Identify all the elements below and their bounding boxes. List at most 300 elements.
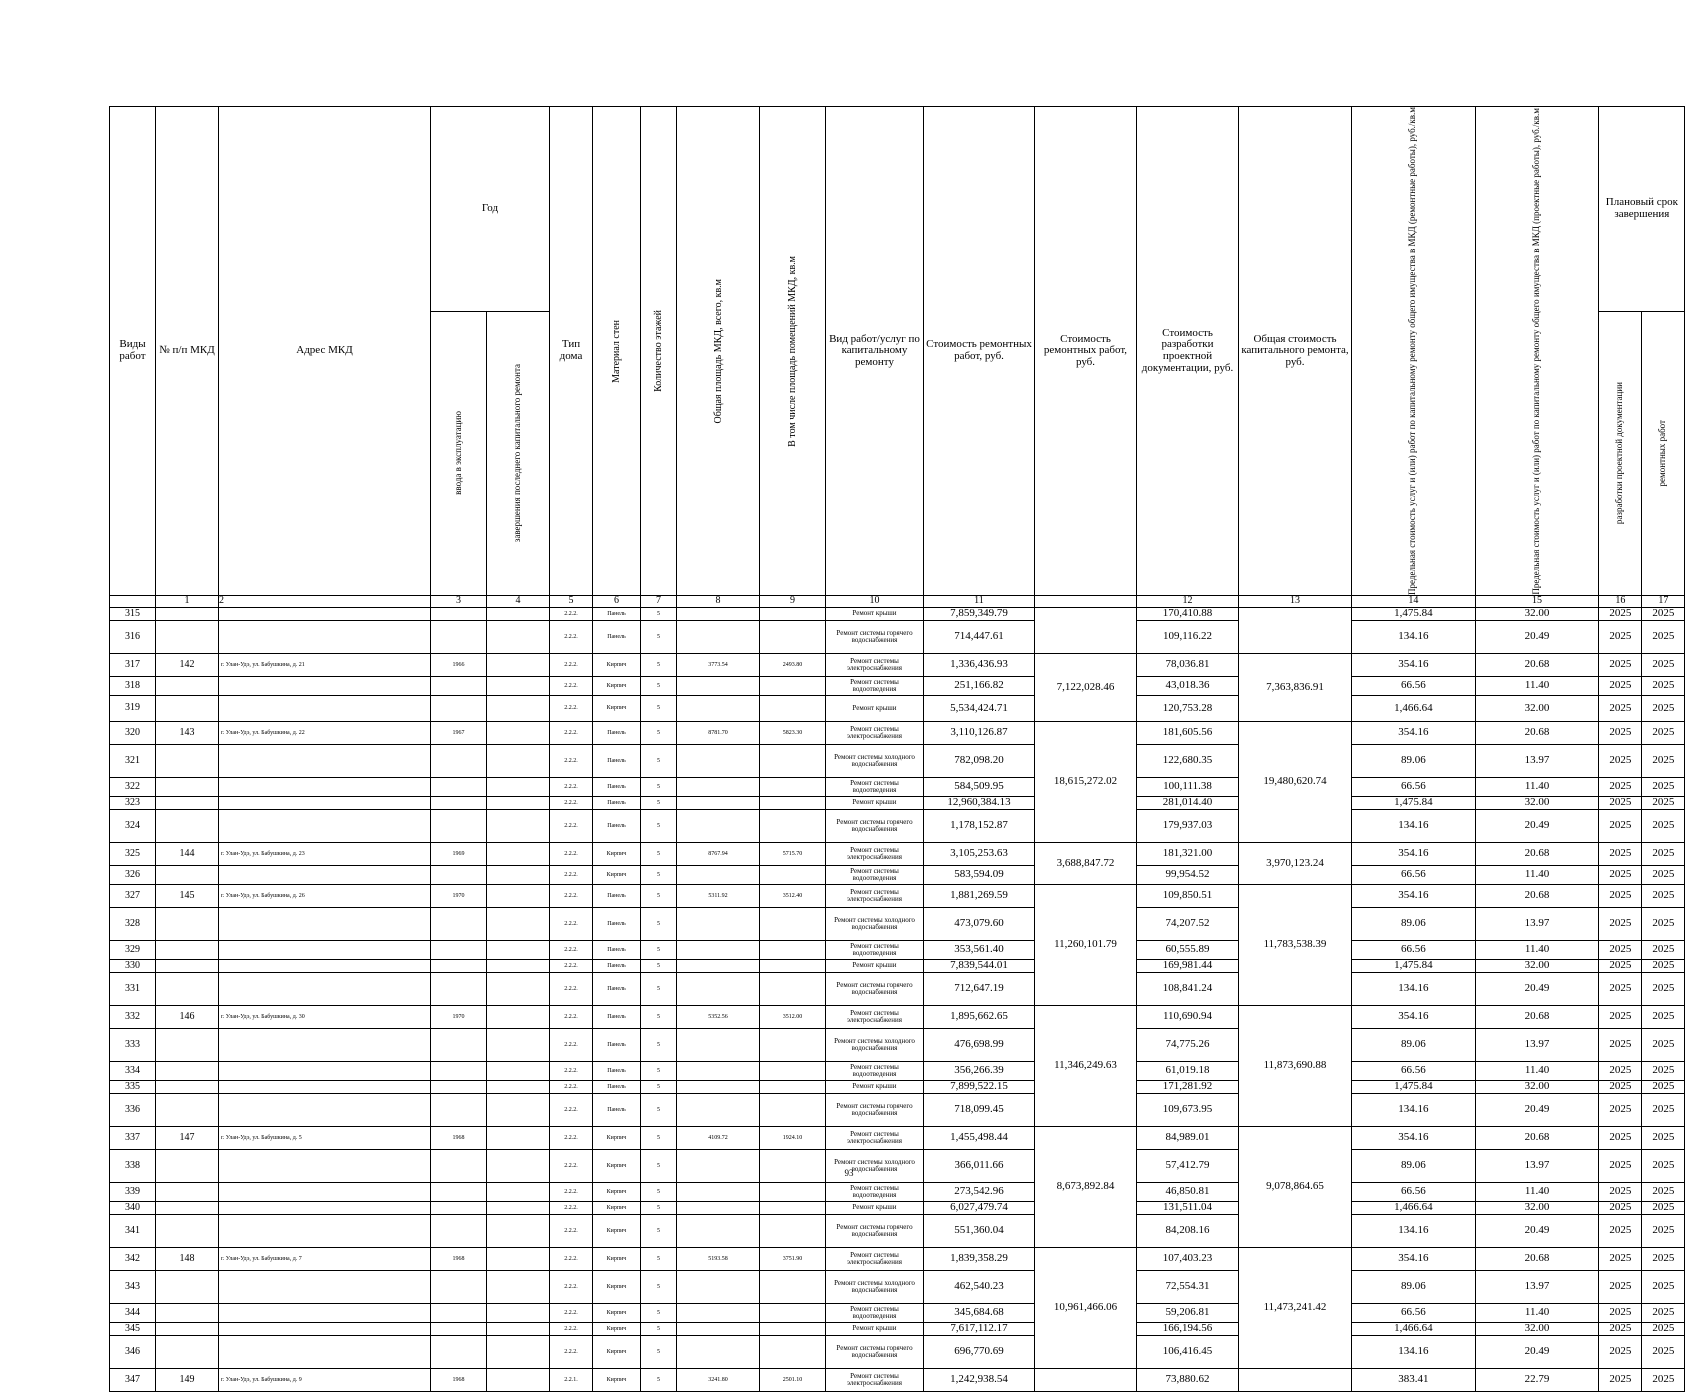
cell-design-cost: 84,989.01: [1137, 1126, 1239, 1149]
cell-design-cost: 60,555.89: [1137, 940, 1239, 959]
cell-premises-area: [760, 796, 826, 809]
cell-work-kind: 335: [110, 1080, 156, 1093]
cell-mkd-number: [156, 1093, 219, 1126]
cell-limit-repair: 1,475.84: [1352, 607, 1476, 620]
cell-term-repair: 2025: [1642, 907, 1685, 940]
cell-limit-design: 20.49: [1475, 809, 1599, 842]
cell-floors: 5: [641, 721, 677, 744]
cell-term-design: 2025: [1599, 620, 1642, 653]
cell-design-cost: 120,753.28: [1137, 695, 1239, 721]
cell-total-area: [677, 676, 760, 695]
cell-work-kind: 333: [110, 1028, 156, 1061]
cell-premises-area: 5715.70: [760, 842, 826, 865]
page-number: 93: [844, 1168, 854, 1178]
cell-limit-design: 13.97: [1475, 1149, 1599, 1182]
cell-limit-repair: 1,466.64: [1352, 1201, 1476, 1214]
cell-address: [219, 1093, 431, 1126]
cell-floors: 5: [641, 607, 677, 620]
column-number: 3: [431, 595, 487, 607]
cell-address: г. Улан-Удэ, ул. Бабушкина, д. 9: [219, 1368, 431, 1391]
cell-limit-design: 13.97: [1475, 1028, 1599, 1061]
cell-repair-cost-sum: [1035, 607, 1137, 653]
cell-term-repair: 2025: [1642, 676, 1685, 695]
cell-design-cost: 281,014.40: [1137, 796, 1239, 809]
cell-term-design: 2025: [1599, 907, 1642, 940]
cell-limit-repair: 89.06: [1352, 1149, 1476, 1182]
cell-limit-repair: 134.16: [1352, 1335, 1476, 1368]
cell-repair-cost: 3,110,126.87: [924, 721, 1035, 744]
cell-term-repair: 2025: [1642, 695, 1685, 721]
cell-limit-repair: 1,475.84: [1352, 1080, 1476, 1093]
cell-limit-repair: 1,475.84: [1352, 796, 1476, 809]
cell-repair-cost: 1,455,498.44: [924, 1126, 1035, 1149]
cell-total-area: [677, 907, 760, 940]
cell-work-type: Ремонт крыши: [826, 1322, 924, 1335]
header-work-type: Вид работ/услуг по капитальному ремонту: [826, 107, 924, 596]
column-number: 8: [677, 595, 760, 607]
cell-limit-design: 20.68: [1475, 1005, 1599, 1028]
cell-term-repair: 2025: [1642, 653, 1685, 676]
cell-limit-repair: 354.16: [1352, 653, 1476, 676]
cell-mkd-number: [156, 972, 219, 1005]
cell-house-type: 2.2.2.: [550, 940, 593, 959]
cell-wall-material: Кирпич: [593, 1247, 641, 1270]
cell-work-kind: 322: [110, 777, 156, 796]
cell-year-commission: [431, 1201, 487, 1214]
cell-year-last-repair: [487, 653, 550, 676]
cell-design-cost: 61,019.18: [1137, 1061, 1239, 1080]
cell-house-type: 2.2.2.: [550, 1335, 593, 1368]
cell-work-kind: 341: [110, 1214, 156, 1247]
column-number: 10: [826, 595, 924, 607]
header-total-cost: Общая стоимость капитального ремонта, руб.: [1239, 107, 1352, 596]
header-year-commission: ввода в эксплуатацию: [431, 311, 487, 595]
cell-year-last-repair: [487, 695, 550, 721]
cell-term-repair: 2025: [1642, 1214, 1685, 1247]
cell-limit-repair: 134.16: [1352, 809, 1476, 842]
cell-mkd-number: [156, 940, 219, 959]
cell-year-commission: [431, 940, 487, 959]
table-row: [110, 676, 1685, 695]
cell-work-type: Ремонт системы электроснабжения: [826, 842, 924, 865]
cell-floors: 5: [641, 796, 677, 809]
cell-wall-material: Панель: [593, 1093, 641, 1126]
cell-total-area: [677, 1322, 760, 1335]
cell-year-commission: [431, 1093, 487, 1126]
cell-term-design: 2025: [1599, 1149, 1642, 1182]
cell-mkd-number: 147: [156, 1126, 219, 1149]
cell-work-kind: 332: [110, 1005, 156, 1028]
cell-work-type: Ремонт крыши: [826, 1201, 924, 1214]
cell-floors: 5: [641, 809, 677, 842]
cell-work-kind: 318: [110, 676, 156, 695]
cell-work-type: Ремонт системы холодного водоснабжения: [826, 907, 924, 940]
cell-design-cost: 110,690.94: [1137, 1005, 1239, 1028]
cell-address: [219, 1080, 431, 1093]
cell-limit-design: 20.68: [1475, 884, 1599, 907]
cell-address: г. Улан-Удэ, ул. Бабушкина, д. 7: [219, 1247, 431, 1270]
cell-work-kind: 320: [110, 721, 156, 744]
cell-total-area: 3241.80: [677, 1368, 760, 1391]
cell-term-repair: 2025: [1642, 809, 1685, 842]
cell-term-repair: 2025: [1642, 884, 1685, 907]
cell-total-area: 8781.70: [677, 721, 760, 744]
cell-work-type: Ремонт системы горячего водоснабжения: [826, 972, 924, 1005]
cell-total-area: [677, 1303, 760, 1322]
cell-design-cost: 108,841.24: [1137, 972, 1239, 1005]
table-row: [110, 1080, 1685, 1093]
cell-term-design: 2025: [1599, 695, 1642, 721]
cell-design-cost: 171,281.92: [1137, 1080, 1239, 1093]
cell-term-design: 2025: [1599, 1303, 1642, 1322]
cell-term-design: 2025: [1599, 1028, 1642, 1061]
cell-premises-area: [760, 940, 826, 959]
cell-wall-material: Кирпич: [593, 1126, 641, 1149]
cell-term-design: 2025: [1599, 809, 1642, 842]
cell-total-area: [677, 1028, 760, 1061]
cell-wall-material: Панель: [593, 1005, 641, 1028]
table-row: [110, 1214, 1685, 1247]
cell-mkd-number: [156, 1303, 219, 1322]
cell-design-cost: 74,207.52: [1137, 907, 1239, 940]
cell-work-kind: 339: [110, 1182, 156, 1201]
cell-wall-material: Панель: [593, 972, 641, 1005]
cell-address: [219, 777, 431, 796]
cell-repair-cost: 473,079.60: [924, 907, 1035, 940]
cell-term-design: 2025: [1599, 1335, 1642, 1368]
column-number: 1: [156, 595, 219, 607]
cell-wall-material: Кирпич: [593, 865, 641, 884]
cell-term-design: 2025: [1599, 1126, 1642, 1149]
cell-repair-cost: 584,509.95: [924, 777, 1035, 796]
table-row: [110, 1303, 1685, 1322]
cell-limit-design: 20.68: [1475, 1247, 1599, 1270]
cell-premises-area: 3512.00: [760, 1005, 826, 1028]
cell-total-area: 8767.94: [677, 842, 760, 865]
cell-floors: 5: [641, 1270, 677, 1303]
cell-floors: 5: [641, 1005, 677, 1028]
cell-year-commission: 1968: [431, 1247, 487, 1270]
cell-term-design: 2025: [1599, 884, 1642, 907]
cell-term-repair: 2025: [1642, 1335, 1685, 1368]
cell-term-repair: 2025: [1642, 744, 1685, 777]
cell-year-last-repair: [487, 1080, 550, 1093]
cell-limit-repair: 66.56: [1352, 1182, 1476, 1201]
cell-wall-material: Кирпич: [593, 1270, 641, 1303]
cell-repair-cost: 366,011.66: [924, 1149, 1035, 1182]
cell-limit-repair: 66.56: [1352, 940, 1476, 959]
cell-total-cost-sum: 7,363,836.91: [1239, 653, 1352, 721]
cell-premises-area: [760, 1270, 826, 1303]
cell-limit-repair: 354.16: [1352, 721, 1476, 744]
cell-house-type: 2.2.2.: [550, 744, 593, 777]
cell-work-kind: 331: [110, 972, 156, 1005]
cell-year-commission: 1970: [431, 884, 487, 907]
cell-limit-design: 20.49: [1475, 972, 1599, 1005]
cell-premises-area: [760, 676, 826, 695]
cell-repair-cost: 345,684.68: [924, 1303, 1035, 1322]
cell-wall-material: Кирпич: [593, 1182, 641, 1201]
cell-limit-design: 32.00: [1475, 1080, 1599, 1093]
cell-house-type: 2.2.2.: [550, 796, 593, 809]
cell-work-kind: 338: [110, 1149, 156, 1182]
cell-repair-cost-sum: 11,346,249.63: [1035, 1005, 1137, 1126]
cell-floors: 5: [641, 884, 677, 907]
cell-work-type: Ремонт системы электроснабжения: [826, 653, 924, 676]
cell-limit-repair: 66.56: [1352, 1061, 1476, 1080]
cell-term-repair: 2025: [1642, 1247, 1685, 1270]
cell-year-last-repair: [487, 1201, 550, 1214]
cell-address: [219, 676, 431, 695]
table-row: [110, 607, 1685, 620]
cell-house-type: 2.2.2.: [550, 907, 593, 940]
cell-mkd-number: 149: [156, 1368, 219, 1391]
cell-floors: 5: [641, 676, 677, 695]
cell-address: [219, 620, 431, 653]
cell-limit-repair: 66.56: [1352, 777, 1476, 796]
cell-wall-material: Панель: [593, 1028, 641, 1061]
cell-term-repair: 2025: [1642, 721, 1685, 744]
cell-total-cost-sum: 11,473,241.42: [1239, 1247, 1352, 1368]
cell-year-last-repair: [487, 1335, 550, 1368]
cell-wall-material: Панель: [593, 940, 641, 959]
cell-design-cost: 109,673.95: [1137, 1093, 1239, 1126]
cell-repair-cost: 712,647.19: [924, 972, 1035, 1005]
cell-design-cost: 100,111.38: [1137, 777, 1239, 796]
table-row: [110, 1093, 1685, 1126]
cell-term-design: 2025: [1599, 1214, 1642, 1247]
cell-total-area: [677, 865, 760, 884]
cell-design-cost: 181,321.00: [1137, 842, 1239, 865]
cell-year-commission: [431, 1080, 487, 1093]
header-floors: Количество этажей: [641, 107, 677, 596]
cell-limit-design: 11.40: [1475, 865, 1599, 884]
cell-premises-area: [760, 959, 826, 972]
cell-term-design: 2025: [1599, 1201, 1642, 1214]
document-page: [109, 106, 1685, 1392]
table-row: [110, 1270, 1685, 1303]
cell-mkd-number: [156, 1322, 219, 1335]
table-body: [110, 607, 1685, 1391]
cell-design-cost: 131,511.04: [1137, 1201, 1239, 1214]
cell-floors: 5: [641, 653, 677, 676]
cell-term-design: 2025: [1599, 1368, 1642, 1391]
header-limit-design: Предельная стоимость услуг и (или) работ по капитальному ремонту общего имущества в МКД (проектные работы), руб./кв.м: [1475, 107, 1599, 596]
cell-work-kind: 343: [110, 1270, 156, 1303]
cell-work-type: Ремонт системы водоотведения: [826, 777, 924, 796]
cell-year-commission: [431, 676, 487, 695]
cell-house-type: 2.2.2.: [550, 1322, 593, 1335]
cell-wall-material: Панель: [593, 744, 641, 777]
cell-year-commission: 1969: [431, 842, 487, 865]
cell-work-kind: 337: [110, 1126, 156, 1149]
cell-premises-area: [760, 1201, 826, 1214]
cell-year-last-repair: [487, 809, 550, 842]
cell-premises-area: 1924.10: [760, 1126, 826, 1149]
cell-term-repair: 2025: [1642, 1303, 1685, 1322]
cell-address: [219, 1028, 431, 1061]
cell-limit-design: 11.40: [1475, 777, 1599, 796]
cell-address: [219, 1061, 431, 1080]
cell-floors: 5: [641, 907, 677, 940]
cell-mkd-number: [156, 1028, 219, 1061]
cell-house-type: 2.2.2.: [550, 676, 593, 695]
cell-repair-cost: 7,859,349.79: [924, 607, 1035, 620]
cell-work-type: Ремонт крыши: [826, 607, 924, 620]
table-row: [110, 1182, 1685, 1201]
cell-limit-design: 13.97: [1475, 744, 1599, 777]
header-design-cost: Стоимость разработки проектной документации, руб.: [1137, 107, 1239, 596]
cell-repair-cost: 1,839,358.29: [924, 1247, 1035, 1270]
cell-term-repair: 2025: [1642, 1028, 1685, 1061]
cell-year-commission: 1966: [431, 653, 487, 676]
cell-work-type: Ремонт системы горячего водоснабжения: [826, 620, 924, 653]
capital-repair-table: [109, 106, 1685, 1392]
cell-limit-repair: 354.16: [1352, 1126, 1476, 1149]
cell-limit-design: 22.79: [1475, 1368, 1599, 1391]
cell-term-repair: 2025: [1642, 865, 1685, 884]
cell-limit-repair: 134.16: [1352, 1093, 1476, 1126]
cell-total-cost-sum: [1239, 1368, 1352, 1391]
cell-address: [219, 907, 431, 940]
cell-wall-material: Кирпич: [593, 676, 641, 695]
cell-year-last-repair: [487, 1214, 550, 1247]
table-row: [110, 721, 1685, 744]
cell-repair-cost: 251,166.82: [924, 676, 1035, 695]
cell-house-type: 2.2.2.: [550, 1149, 593, 1182]
cell-floors: 5: [641, 1061, 677, 1080]
cell-year-commission: [431, 1270, 487, 1303]
cell-year-last-repair: [487, 676, 550, 695]
column-number: [110, 595, 156, 607]
header-repair-cost: Стоимость ремонтных работ, руб.: [924, 107, 1035, 596]
cell-mkd-number: [156, 620, 219, 653]
cell-house-type: 2.2.2.: [550, 653, 593, 676]
cell-premises-area: [760, 607, 826, 620]
cell-repair-cost: 714,447.61: [924, 620, 1035, 653]
cell-premises-area: 3751.90: [760, 1247, 826, 1270]
cell-mkd-number: 148: [156, 1247, 219, 1270]
column-numbers-row: [110, 595, 1685, 607]
cell-total-area: [677, 1182, 760, 1201]
column-number: 14: [1352, 595, 1476, 607]
cell-repair-cost: 7,617,112.17: [924, 1322, 1035, 1335]
cell-limit-design: 20.49: [1475, 1335, 1599, 1368]
cell-address: [219, 607, 431, 620]
cell-work-kind: 321: [110, 744, 156, 777]
cell-term-repair: 2025: [1642, 972, 1685, 1005]
table-row: [110, 1335, 1685, 1368]
table-row: [110, 959, 1685, 972]
header-house-type: Тип дома: [550, 107, 593, 596]
cell-year-last-repair: [487, 607, 550, 620]
cell-term-repair: 2025: [1642, 940, 1685, 959]
header-term-design: разработки проектной документации: [1599, 311, 1642, 595]
column-number: 7: [641, 595, 677, 607]
cell-limit-repair: 66.56: [1352, 676, 1476, 695]
cell-year-commission: [431, 1322, 487, 1335]
cell-wall-material: Панель: [593, 1080, 641, 1093]
cell-wall-material: Кирпич: [593, 1201, 641, 1214]
cell-total-area: 4109.72: [677, 1126, 760, 1149]
cell-limit-design: 11.40: [1475, 676, 1599, 695]
column-number: 13: [1239, 595, 1352, 607]
cell-work-kind: 325: [110, 842, 156, 865]
cell-mkd-number: [156, 959, 219, 972]
cell-mkd-number: 144: [156, 842, 219, 865]
cell-premises-area: [760, 1322, 826, 1335]
cell-wall-material: Панель: [593, 809, 641, 842]
cell-work-kind: 345: [110, 1322, 156, 1335]
cell-year-commission: 1970: [431, 1005, 487, 1028]
cell-limit-repair: 66.56: [1352, 865, 1476, 884]
cell-repair-cost-sum: [1035, 1368, 1137, 1391]
cell-address: [219, 1270, 431, 1303]
cell-year-last-repair: [487, 842, 550, 865]
column-number: 12: [1137, 595, 1239, 607]
cell-address: [219, 695, 431, 721]
cell-design-cost: 57,412.79: [1137, 1149, 1239, 1182]
header-work-kinds: Виды работ: [110, 107, 156, 596]
cell-floors: 5: [641, 620, 677, 653]
cell-repair-cost: 1,881,269.59: [924, 884, 1035, 907]
cell-limit-design: 13.97: [1475, 1270, 1599, 1303]
column-number: 6: [593, 595, 641, 607]
cell-work-type: Ремонт системы электроснабжения: [826, 884, 924, 907]
cell-work-type: Ремонт крыши: [826, 1080, 924, 1093]
column-number: 11: [924, 595, 1035, 607]
cell-limit-design: 20.68: [1475, 653, 1599, 676]
cell-repair-cost-sum: 7,122,028.46: [1035, 653, 1137, 721]
header-year-last-repair: завершения последнего капитального ремонта: [487, 311, 550, 595]
table-row: [110, 972, 1685, 1005]
cell-work-type: Ремонт системы электроснабжения: [826, 1126, 924, 1149]
cell-repair-cost-sum: 10,961,466.06: [1035, 1247, 1137, 1368]
cell-work-type: Ремонт системы водоотведения: [826, 940, 924, 959]
cell-year-last-repair: [487, 940, 550, 959]
cell-total-cost-sum: 19,480,620.74: [1239, 721, 1352, 842]
cell-mkd-number: [156, 796, 219, 809]
cell-house-type: 2.2.2.: [550, 1270, 593, 1303]
cell-house-type: 2.2.2.: [550, 959, 593, 972]
cell-total-area: [677, 809, 760, 842]
cell-premises-area: [760, 1214, 826, 1247]
cell-limit-repair: 354.16: [1352, 1005, 1476, 1028]
cell-year-commission: [431, 777, 487, 796]
cell-year-commission: [431, 959, 487, 972]
cell-limit-design: 20.49: [1475, 1093, 1599, 1126]
cell-wall-material: Кирпич: [593, 1303, 641, 1322]
table-row: [110, 1201, 1685, 1214]
cell-premises-area: 2501.10: [760, 1368, 826, 1391]
cell-premises-area: [760, 744, 826, 777]
cell-limit-repair: 134.16: [1352, 972, 1476, 1005]
cell-year-commission: [431, 865, 487, 884]
cell-year-last-repair: [487, 721, 550, 744]
cell-year-commission: [431, 620, 487, 653]
table-row: [110, 1247, 1685, 1270]
table-row: [110, 1061, 1685, 1080]
cell-mkd-number: [156, 744, 219, 777]
header-limit-repair: Предельная стоимость услуг и (или) работ по капитальному ремонту общего имущества в МКД (ремонтные работы), руб./кв.м: [1352, 107, 1476, 596]
cell-work-type: Ремонт системы холодного водоснабжения: [826, 1028, 924, 1061]
cell-floors: 5: [641, 1201, 677, 1214]
cell-repair-cost: 1,336,436.93: [924, 653, 1035, 676]
cell-term-repair: 2025: [1642, 1322, 1685, 1335]
cell-address: [219, 1214, 431, 1247]
cell-premises-area: [760, 972, 826, 1005]
cell-premises-area: [760, 1182, 826, 1201]
